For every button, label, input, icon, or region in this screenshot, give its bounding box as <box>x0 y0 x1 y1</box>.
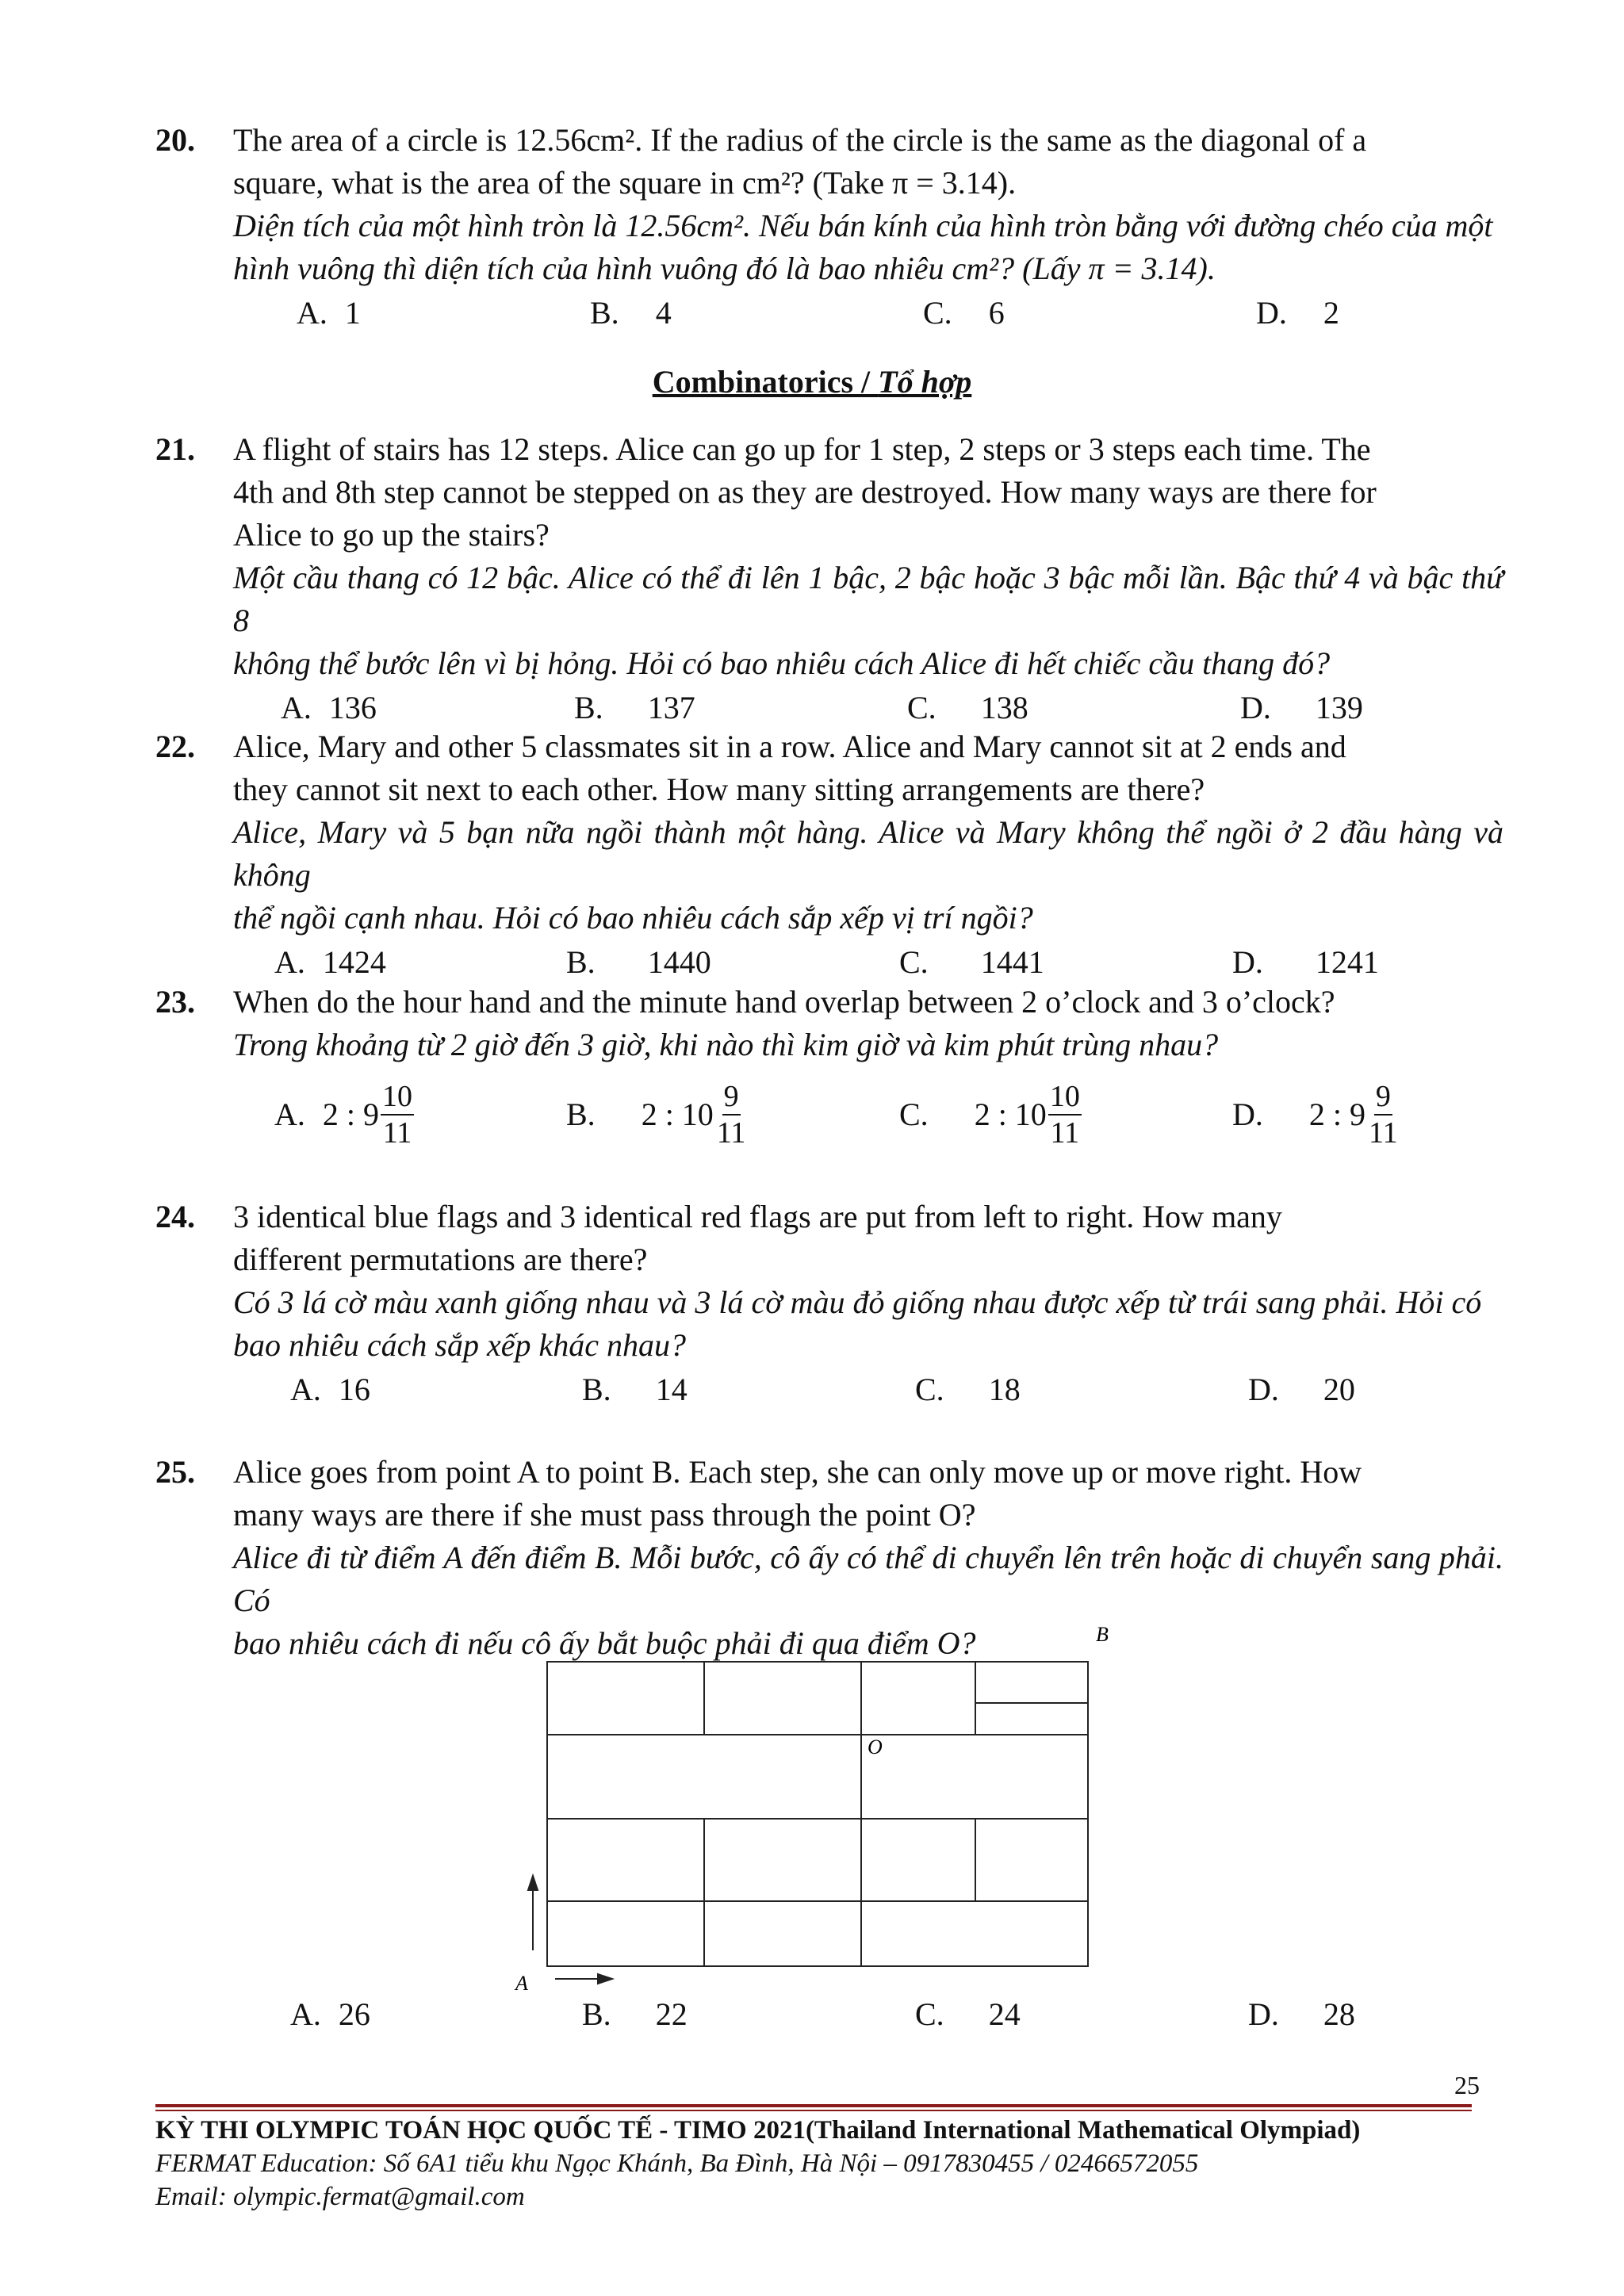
question-22 <box>155 725 1503 985</box>
question-number: 24. <box>155 1199 195 1234</box>
question-text-vi: Trong khoảng từ 2 giờ đến 3 giờ, khi nào thì kim giờ và kim phút trùng nhau? <box>233 1027 1219 1062</box>
point-o-label: O <box>868 1735 883 1758</box>
question-text-en: 3 identical blue flags and 3 identical red flags are put from left to right. How many different permutations are there? <box>233 1199 1282 1277</box>
point-b-label: B <box>1096 1623 1109 1646</box>
option-b[interactable]: B. 22 <box>582 1996 688 2032</box>
question-number: 20. <box>155 122 195 158</box>
option-b[interactable]: B. 1440 <box>566 944 711 980</box>
option-d[interactable]: D. 28 <box>1248 1996 1355 2032</box>
footer-title: KỲ THI OLYMPIC TOÁN HỌC QUỐC TẾ - TIMO 2021(Thailand International Mathematical Olympiad) <box>155 2116 1361 2145</box>
answer-options <box>233 1993 1503 2038</box>
question-text-vi: Alice, Mary và 5 bạn nữa ngồi thành một hàng. Alice và Mary không thể ngồi ở 2 đầu hàng và không thể ngồi cạnh nhau. Hỏi có bao nhiêu cách sắp xếp vị trí ngồi? <box>233 814 1503 936</box>
question-text-en: Alice goes from point A to point B. Each step, she can only move up or move right. How many ways are there if she must pass through the point O? <box>233 1454 1362 1533</box>
option-b[interactable]: B. 2 : 10 $\frac{9}{11}$ <box>566 1080 746 1150</box>
option-d[interactable]: D. 2 <box>1256 295 1339 331</box>
option-c[interactable]: C. 2 : 10 $\frac{10}{11}$ <box>899 1080 1080 1150</box>
answer-options <box>233 1074 1503 1154</box>
option-c[interactable]: C. 24 <box>915 1996 1021 2032</box>
option-d[interactable]: D. 139 <box>1240 690 1363 725</box>
option-c[interactable]: C. 6 <box>923 295 1005 331</box>
question-text-en: The area of a circle is 12.56cm². If the radius of the circle is the same as the diagonal of a square, what is the area of the square in cm²? (Take π = 3.14). <box>233 122 1367 201</box>
section-title: Combinatorics / Tổ hợp <box>652 364 972 400</box>
question-number: 21. <box>155 431 195 467</box>
question-number: 22. <box>155 729 195 764</box>
question-20 <box>155 119 1503 336</box>
grid-path-figure <box>508 1617 1110 1998</box>
question-text-vi: Có 3 lá cờ màu xanh giống nhau và 3 lá cờ màu đỏ giống nhau được xếp từ trái sang phải. Hỏi có bao nhiêu cách sắp xếp khác nhau? <box>233 1284 1482 1363</box>
footer-rule-thin <box>155 2110 1472 2111</box>
question-24 <box>155 1196 1503 1413</box>
question-23 <box>155 981 1503 1154</box>
option-a[interactable]: A. 1 <box>297 295 361 331</box>
footer-address: FERMAT Education: Số 6A1 tiểu khu Ngọc Khánh, Ba Đình, Hà Nội – 0917830455 / 02466572055 <box>155 2149 1199 2178</box>
question-number: 23. <box>155 984 195 1020</box>
option-b[interactable]: B. 4 <box>590 295 672 331</box>
grid-outline <box>547 1662 1088 1966</box>
answer-options <box>233 941 1503 985</box>
question-text-vi: Diện tích của một hình tròn là 12.56cm². Nếu bán kính của hình tròn bằng với đường chéo của một hình vuông thì diện tích của hình vuông đó là bao nhiêu cm²? (Lấy π = 3.14). <box>233 208 1493 286</box>
option-a[interactable]: A. 16 <box>290 1372 370 1407</box>
answer-options <box>233 687 1503 731</box>
option-a[interactable]: A. 26 <box>290 1996 370 2032</box>
footer-rule <box>155 2104 1472 2107</box>
option-a[interactable]: A. 136 <box>281 690 377 725</box>
question-21 <box>155 428 1503 731</box>
option-c[interactable]: C. 1441 <box>899 944 1044 980</box>
option-b[interactable]: B. 137 <box>574 690 695 725</box>
question-number: 25. <box>155 1454 195 1490</box>
option-a[interactable]: A. 2 : 9 $\frac{10}{11}$ <box>274 1080 413 1150</box>
page-number: 25 <box>1454 2071 1480 2099</box>
question-25-options <box>155 1992 1503 2038</box>
option-a[interactable]: A. 1424 <box>274 944 386 980</box>
question-text-en: When do the hour hand and the minute hand overlap between 2 o’clock and 3 o’clock? <box>233 984 1335 1020</box>
point-a-label: A <box>515 1972 528 1995</box>
question-text-vi: Alice đi từ điểm A đến điểm B. Mỗi bước, cô ấy có thể di chuyển lên trên hoặc di chuyển sang phải. Có bao nhiêu cách đi nếu cô ấy bắt buộc phải đi qua điểm O? <box>233 1540 1503 1661</box>
footer <box>155 2114 1360 2214</box>
answer-options <box>233 292 1503 336</box>
option-d[interactable]: D. 2 : 9 $\frac{9}{11}$ <box>1232 1080 1398 1150</box>
question-text-vi: Một cầu thang có 12 bậc. Alice có thể đi lên 1 bậc, 2 bậc hoặc 3 bậc mỗi lần. Bậc thứ 4 và bậc thứ 8 không thể bước lên vì bị hỏng. Hỏi có bao nhiêu cách Alice đi hết chiếc cầu thang đó? <box>233 560 1503 681</box>
question-text-en: Alice, Mary and other 5 classmates sit in a row. Alice and Mary cannot sit at 2 ends and they cannot sit next to each other. How many sitting arrangements are there? <box>233 729 1346 807</box>
option-c[interactable]: C. 138 <box>907 690 1028 725</box>
option-d[interactable]: D. 20 <box>1248 1372 1355 1407</box>
option-b[interactable]: B. 14 <box>582 1372 688 1407</box>
option-c[interactable]: C. 18 <box>915 1372 1021 1407</box>
option-d[interactable]: D. 1241 <box>1232 944 1379 980</box>
answer-options <box>233 1368 1503 1413</box>
question-text-en: A flight of stairs has 12 steps. Alice can go up for 1 step, 2 steps or 3 steps each time. The 4th and 8th step cannot be stepped on as they are destroyed. How many ways are there for Alice to go up the stairs? <box>233 431 1377 553</box>
footer-email: Email: olympic.fermat@gmail.com <box>155 2183 525 2211</box>
